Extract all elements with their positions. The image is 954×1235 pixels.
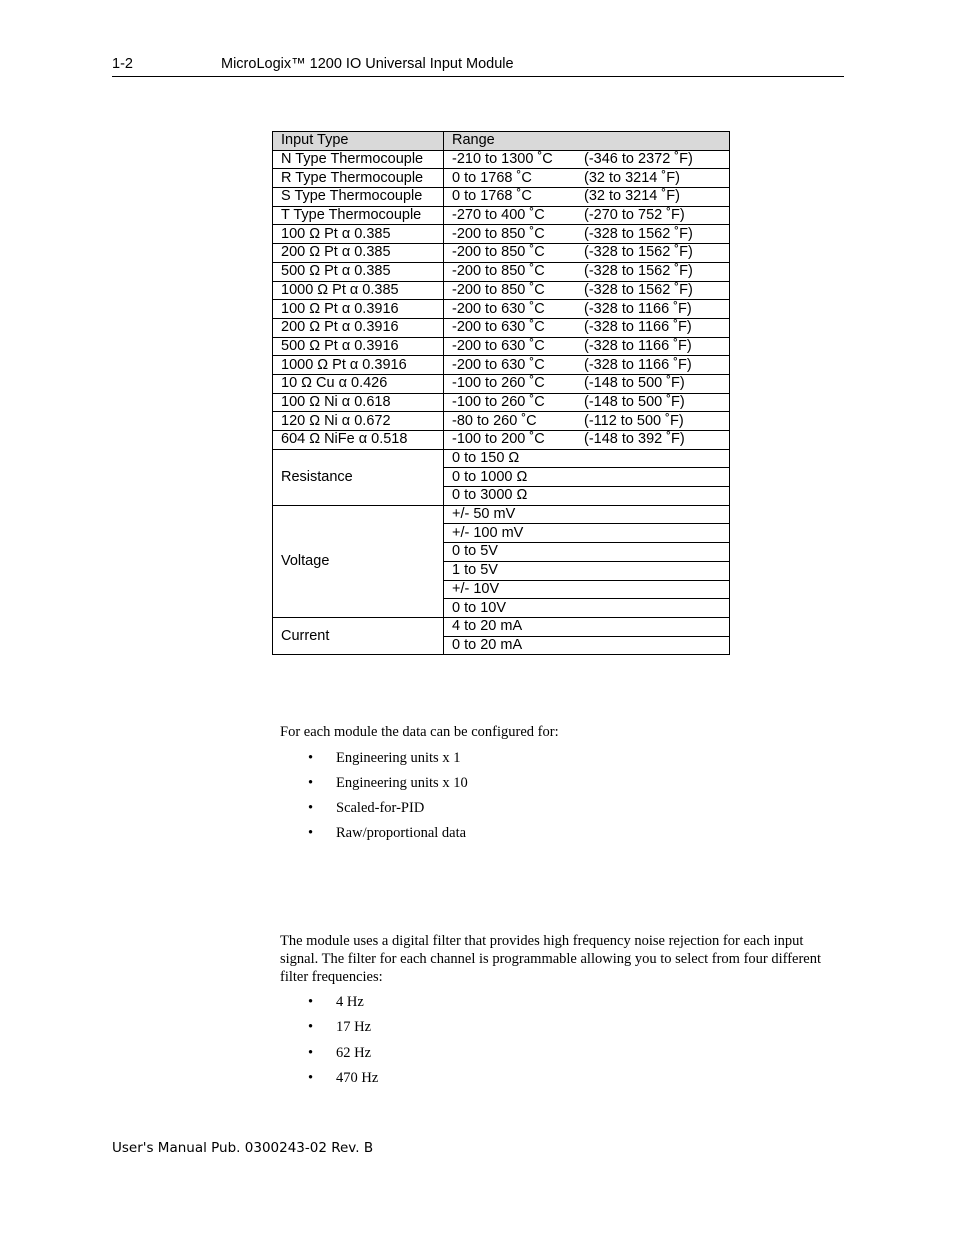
range-fahrenheit: (-328 to 1562 ˚F) bbox=[584, 225, 693, 242]
input-type-cell: 200 Ω Pt α 0.385 bbox=[273, 244, 444, 263]
range-cell bbox=[444, 337, 730, 356]
input-type-cell: S Type Thermocouple bbox=[273, 188, 444, 207]
range-cell: 1 to 5V bbox=[444, 561, 730, 580]
input-type-cell: 500 Ω Pt α 0.385 bbox=[273, 262, 444, 281]
table-row bbox=[273, 244, 730, 263]
column-header-input-type: Input Type bbox=[273, 132, 444, 151]
range-cell bbox=[444, 188, 730, 207]
list-item-text: Engineering units x 10 bbox=[336, 775, 468, 791]
range-celsius: -100 to 260 ˚C bbox=[452, 393, 545, 410]
column-header-range: Range bbox=[444, 132, 730, 151]
range-cell bbox=[444, 281, 730, 300]
range-cell: 0 to 5V bbox=[444, 543, 730, 562]
table-row bbox=[273, 431, 730, 450]
list-item bbox=[280, 1044, 378, 1069]
range-celsius: -200 to 630 ˚C bbox=[452, 337, 545, 354]
range-cell: +/- 100 mV bbox=[444, 524, 730, 543]
range-celsius: -200 to 850 ˚C bbox=[452, 244, 545, 261]
page-footer: User's Manual Pub. 0300243-02 Rev. B bbox=[112, 1140, 374, 1156]
list-item-text: Scaled-for-PID bbox=[336, 800, 425, 816]
list-item bbox=[280, 799, 468, 824]
range-cell bbox=[444, 206, 730, 225]
table-row bbox=[273, 169, 730, 188]
range-cell: 0 to 10V bbox=[444, 599, 730, 618]
input-type-cell: T Type Thermocouple bbox=[273, 206, 444, 225]
input-type-cell: N Type Thermocouple bbox=[273, 150, 444, 169]
range-cell bbox=[444, 393, 730, 412]
input-type-group-cell: Resistance bbox=[273, 449, 444, 505]
range-cell: 0 to 20 mA bbox=[444, 636, 730, 655]
input-type-cell: 1000 Ω Pt α 0.3916 bbox=[273, 356, 444, 375]
range-celsius: 0 to 1768 ˚C bbox=[452, 169, 532, 186]
range-cell bbox=[444, 412, 730, 431]
range-celsius: -200 to 850 ˚C bbox=[452, 225, 545, 242]
table-row bbox=[273, 300, 730, 319]
table-row bbox=[273, 412, 730, 431]
list-item bbox=[280, 1069, 378, 1094]
page-header bbox=[112, 55, 844, 77]
range-cell bbox=[444, 244, 730, 263]
bullet-icon: • bbox=[308, 750, 314, 766]
range-cell: +/- 10V bbox=[444, 580, 730, 599]
range-fahrenheit: (32 to 3214 ˚F) bbox=[584, 169, 680, 186]
table-row bbox=[273, 356, 730, 375]
input-type-cell: 10 Ω Cu α 0.426 bbox=[273, 374, 444, 393]
range-cell bbox=[444, 318, 730, 337]
range-celsius: -200 to 630 ˚C bbox=[452, 319, 545, 336]
input-type-group-cell: Voltage bbox=[273, 505, 444, 617]
range-celsius: -100 to 260 ˚C bbox=[452, 375, 545, 392]
filter-frequency-list bbox=[280, 993, 378, 1094]
input-type-cell: 1000 Ω Pt α 0.385 bbox=[273, 281, 444, 300]
table-row bbox=[273, 225, 730, 244]
list-item-text: 17 Hz bbox=[336, 1019, 372, 1036]
range-cell bbox=[444, 225, 730, 244]
range-celsius: -200 to 850 ˚C bbox=[452, 263, 545, 280]
range-fahrenheit: (-148 to 500 ˚F) bbox=[584, 393, 685, 410]
bullet-icon: • bbox=[308, 1044, 314, 1061]
range-cell: 0 to 1000 Ω bbox=[444, 468, 730, 487]
list-item bbox=[280, 824, 468, 849]
table-row bbox=[273, 206, 730, 225]
header-title: MicroLogix™ 1200 IO Universal Input Module bbox=[221, 56, 514, 72]
list-item-text: Engineering units x 1 bbox=[336, 750, 461, 766]
list-item bbox=[280, 749, 468, 774]
list-item bbox=[280, 1018, 378, 1043]
range-cell bbox=[444, 169, 730, 188]
range-fahrenheit: (-346 to 2372 ˚F) bbox=[584, 151, 693, 168]
input-type-cell: 100 Ω Ni α 0.618 bbox=[273, 393, 444, 412]
bullet-icon: • bbox=[308, 994, 314, 1010]
bullet-icon: • bbox=[308, 775, 314, 791]
list-item bbox=[280, 774, 468, 799]
range-celsius: -100 to 200 ˚C bbox=[452, 431, 545, 448]
page-number: 1-2 bbox=[112, 56, 133, 72]
range-celsius: -200 to 630 ˚C bbox=[452, 300, 545, 317]
range-fahrenheit: (-328 to 1166 ˚F) bbox=[584, 356, 692, 373]
range-celsius: 0 to 1768 ˚C bbox=[452, 188, 532, 205]
range-cell bbox=[444, 150, 730, 169]
range-cell bbox=[444, 431, 730, 450]
input-type-cell: 120 Ω Ni α 0.672 bbox=[273, 412, 444, 431]
range-fahrenheit: (-328 to 1166 ˚F) bbox=[584, 337, 692, 354]
table-row bbox=[273, 337, 730, 356]
range-cell bbox=[444, 262, 730, 281]
range-celsius: -200 to 630 ˚C bbox=[452, 356, 545, 373]
input-type-cell: 604 Ω NiFe α 0.518 bbox=[273, 431, 444, 450]
filter-paragraph: The module uses a digital filter that provides high frequency noise rejection for each input signal. The filter for each channel is programmable allowing you to select from four different filter frequencies: bbox=[280, 933, 822, 985]
range-celsius: -270 to 400 ˚C bbox=[452, 207, 545, 224]
input-type-group-cell: Current bbox=[273, 617, 444, 654]
table-row bbox=[273, 150, 730, 169]
list-item-text: 62 Hz bbox=[336, 1044, 372, 1061]
table-row bbox=[273, 188, 730, 207]
range-fahrenheit: (-328 to 1562 ˚F) bbox=[584, 263, 693, 280]
bullet-icon: • bbox=[308, 825, 314, 841]
input-type-cell: 100 Ω Pt α 0.385 bbox=[273, 225, 444, 244]
table-row bbox=[273, 617, 730, 636]
range-fahrenheit: (-328 to 1166 ˚F) bbox=[584, 319, 692, 336]
table-row bbox=[273, 262, 730, 281]
table-row bbox=[273, 281, 730, 300]
range-cell bbox=[444, 356, 730, 375]
range-celsius: -80 to 260 ˚C bbox=[452, 412, 537, 429]
range-fahrenheit: (-328 to 1562 ˚F) bbox=[584, 244, 693, 261]
input-type-cell: 500 Ω Pt α 0.3916 bbox=[273, 337, 444, 356]
data-format-list bbox=[280, 749, 468, 849]
input-range-table bbox=[272, 131, 730, 655]
list-item-text: Raw/proportional data bbox=[336, 825, 467, 841]
input-type-cell: R Type Thermocouple bbox=[273, 169, 444, 188]
bullet-icon: • bbox=[308, 800, 314, 816]
table-row bbox=[273, 449, 730, 468]
bullet-icon: • bbox=[308, 1069, 314, 1086]
range-cell bbox=[444, 300, 730, 319]
input-type-cell: 200 Ω Pt α 0.3916 bbox=[273, 318, 444, 337]
bullet-icon: • bbox=[308, 1019, 314, 1036]
table-header-row bbox=[273, 132, 730, 151]
range-fahrenheit: (-148 to 392 ˚F) bbox=[584, 431, 685, 448]
range-fahrenheit: (-112 to 500 ˚F) bbox=[584, 412, 684, 429]
range-fahrenheit: (-270 to 752 ˚F) bbox=[584, 207, 685, 224]
table-row bbox=[273, 374, 730, 393]
range-fahrenheit: (-328 to 1166 ˚F) bbox=[584, 300, 692, 317]
table-row bbox=[273, 318, 730, 337]
input-type-cell: 100 Ω Pt α 0.3916 bbox=[273, 300, 444, 319]
list-item bbox=[280, 993, 378, 1018]
table-row bbox=[273, 393, 730, 412]
table-row bbox=[273, 505, 730, 524]
range-cell: +/- 50 mV bbox=[444, 505, 730, 524]
range-celsius: -210 to 1300 ˚C bbox=[452, 151, 553, 168]
range-cell: 0 to 3000 Ω bbox=[444, 487, 730, 506]
list-item-text: 4 Hz bbox=[336, 994, 364, 1010]
range-cell bbox=[444, 374, 730, 393]
range-fahrenheit: (-148 to 500 ˚F) bbox=[584, 375, 685, 392]
range-cell: 4 to 20 mA bbox=[444, 617, 730, 636]
range-cell: 0 to 150 Ω bbox=[444, 449, 730, 468]
range-fahrenheit: (-328 to 1562 ˚F) bbox=[584, 281, 693, 298]
list-item-text: 470 Hz bbox=[336, 1069, 379, 1086]
data-format-intro: For each module the data can be configured for: bbox=[280, 724, 559, 740]
range-celsius: -200 to 850 ˚C bbox=[452, 281, 545, 298]
range-fahrenheit: (32 to 3214 ˚F) bbox=[584, 188, 680, 205]
